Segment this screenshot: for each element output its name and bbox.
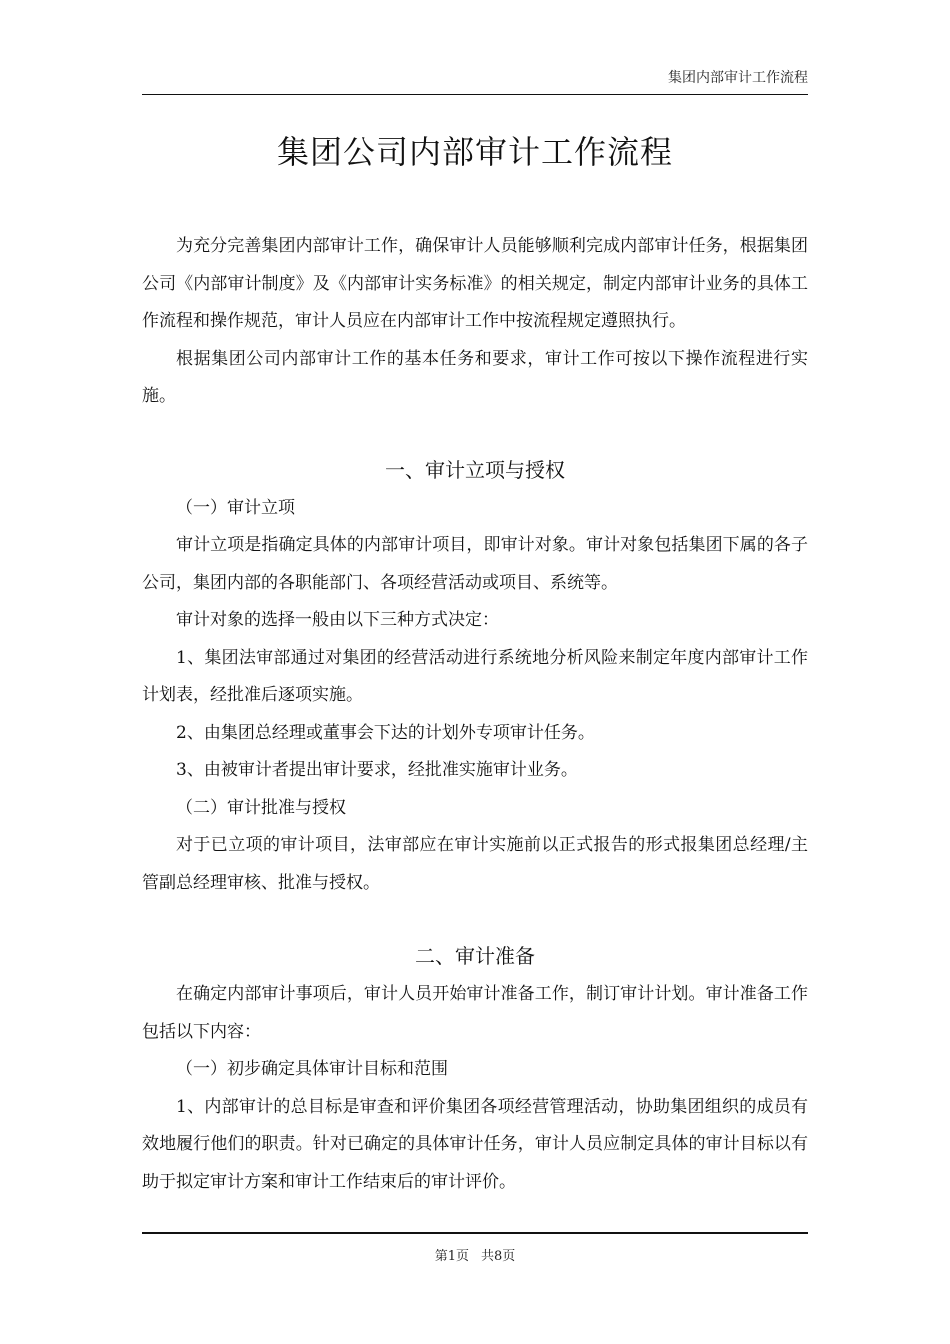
- page-label: 第1页: [434, 1249, 469, 1264]
- intro-paragraph-2: 根据集团公司内部审计工作的基本任务和要求，审计工作可按以下操作流程进行实施。: [142, 348, 808, 406]
- section-spacer: [142, 416, 808, 450]
- list-item: 1、内部审计的总目标是审查和评价集团各项经营管理活动，协助集团组织的成员有效地履行他们的职责。针对已确定的具体审计任务，审计人员应制定具体的审计目标以有助于拟定审计方案和审计工作结束后的审计评价。: [142, 1096, 808, 1192]
- section1-paragraph: 对于已立项的审计项目，法审部应在审计实施前以正式报告的形式报集团总经理/主管副总经理审核、批准与授权。: [142, 835, 808, 893]
- section-spacer: [142, 902, 808, 936]
- list-item: 2、由集团总经理或董事会下达的计划外专项审计任务。: [176, 722, 595, 743]
- list-item: 1、集团法审部通过对集团的经营活动进行系统地分析风险来制定年度内部审计工作计划表，经批准后逐项实施。: [142, 647, 808, 705]
- footer-divider: [142, 1232, 808, 1234]
- section2-paragraph: 在确定内部审计事项后，审计人员开始审计准备工作，制订审计计划。审计准备工作包括以下内容：: [142, 984, 808, 1042]
- subheading-approval-authorization: （二）审计批准与授权: [176, 797, 346, 818]
- list-item: 3、由被审计者提出审计要求，经批准实施审计业务。: [176, 760, 578, 780]
- total-pages-label: 共8页: [481, 1249, 516, 1264]
- header-divider: [142, 94, 808, 95]
- section-heading-1: 一、审计立项与授权: [385, 457, 565, 482]
- page-number: [142, 1248, 808, 1266]
- section1-paragraph: 审计立项是指确定具体的内部审计项目，即审计对象。审计对象包括集团下属的各子公司，集团内部的各职能部门、各项经营活动或项目、系统等。: [142, 535, 808, 593]
- intro-paragraph-1: 为充分完善集团内部审计工作，确保审计人员能够顺利完成内部审计任务，根据集团公司《内部审计制度》及《内部审计实务标准》的相关规定，制定内部审计业务的具体工作流程和操作规范，审计人员应在内部审计工作中按流程规定遵照执行。: [142, 236, 808, 331]
- subheading-audit-objectives: （一）初步确定具体审计目标和范围: [176, 1059, 448, 1079]
- document-title: 集团公司内部审计工作流程: [276, 133, 673, 171]
- section1-paragraph: 审计对象的选择一般由以下三种方式决定：: [176, 610, 499, 630]
- section-heading-2: 二、审计准备: [415, 944, 535, 968]
- subheading-audit-project: （一）审计立项: [176, 497, 295, 518]
- running-header: 集团内部审计工作流程: [668, 70, 808, 86]
- document-body: [142, 228, 808, 1201]
